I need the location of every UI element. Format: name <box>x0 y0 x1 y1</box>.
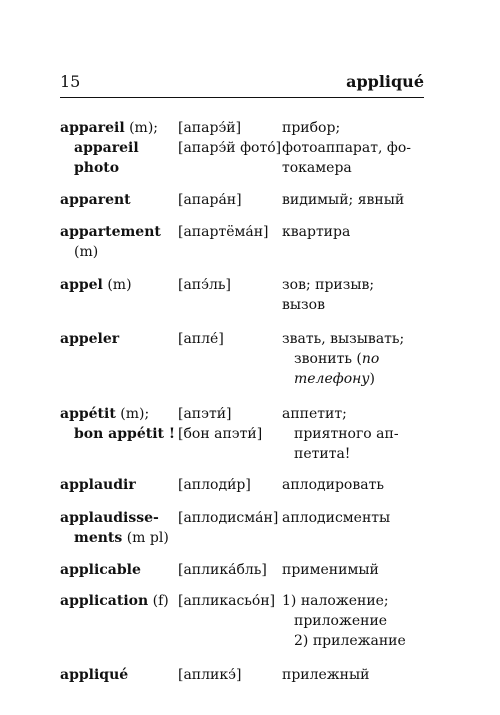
translation-text: приятного ап- <box>294 426 399 442</box>
entry-line <box>60 591 440 611</box>
entry-line <box>60 611 440 631</box>
translation-text: зов; призыв; <box>282 277 375 293</box>
headword-cell <box>60 508 159 528</box>
page-header <box>60 72 424 96</box>
headword: appliqué <box>60 667 129 683</box>
transcription: [апарэ́й] <box>178 120 242 136</box>
headword-cell <box>60 560 141 580</box>
entry-line <box>60 404 440 424</box>
translation-text: квартира <box>282 224 351 240</box>
headword: application <box>60 593 149 609</box>
translation <box>294 424 399 444</box>
translation <box>282 404 347 424</box>
dictionary-entry <box>60 475 440 495</box>
translation-text: 1) наложение; <box>282 593 389 609</box>
headword-cell <box>60 190 131 210</box>
translation-text: видимый; явный <box>282 192 405 208</box>
transcription: [апликасьо́н] <box>178 593 276 609</box>
entry-line <box>60 349 440 369</box>
translation <box>282 665 370 685</box>
entry-line <box>60 190 440 210</box>
translation-text: петита! <box>294 446 351 462</box>
grammar-label: (m); <box>115 406 150 422</box>
headword-cell <box>60 329 119 349</box>
transcription: [апэ́ль] <box>178 277 231 293</box>
headword: appeler <box>60 331 120 347</box>
grammar-label: (m); <box>124 120 159 136</box>
headword-cell <box>60 591 169 611</box>
translation <box>282 222 350 242</box>
dictionary-entry <box>60 404 440 464</box>
translation <box>282 591 389 611</box>
translation-text: прилежный <box>282 667 370 683</box>
headword-cell <box>60 404 149 424</box>
headword: ments <box>74 530 123 546</box>
entry-line <box>60 665 440 685</box>
headword-cell <box>60 138 139 158</box>
headword-cell <box>60 242 98 262</box>
headword-cell <box>60 528 169 548</box>
entry-line <box>60 138 440 158</box>
dictionary-entry <box>60 508 440 548</box>
page-number: 15 <box>60 72 81 91</box>
transcription: [бон апэти́] <box>178 426 263 442</box>
entry-line <box>60 369 440 389</box>
entry-list <box>60 118 440 697</box>
entry-line <box>60 118 440 138</box>
translation-text: аплодировать <box>282 477 384 493</box>
translation-text: звать, вызывать; <box>282 331 405 347</box>
translation-text: токамера <box>282 160 352 176</box>
entry-line <box>60 222 440 242</box>
translation <box>282 295 325 315</box>
transcription: [апара́н] <box>178 192 242 208</box>
translation-text: 2) прилежание <box>294 633 406 649</box>
transcription: [аплодисма́н] <box>178 510 279 526</box>
translation <box>294 349 379 369</box>
transcription: [апэти́] <box>178 406 232 422</box>
entry-line <box>60 631 440 651</box>
grammar-label: (m) <box>74 244 99 260</box>
headword: appareil <box>74 140 139 156</box>
translation <box>282 275 374 295</box>
headword-cell <box>60 275 132 295</box>
translation <box>294 444 350 464</box>
translation-italic-text: по <box>361 351 380 367</box>
entry-line <box>60 528 440 548</box>
translation <box>282 560 379 580</box>
dictionary-entry <box>60 190 440 210</box>
headword: appareil <box>60 120 125 136</box>
entry-line <box>60 295 440 315</box>
translation <box>294 611 387 631</box>
translation <box>294 369 375 389</box>
headword: bon appétit ! <box>74 426 176 442</box>
translation-text: вызов <box>282 297 325 313</box>
translation <box>294 631 406 651</box>
grammar-label: (f) <box>148 593 169 609</box>
dictionary-entry <box>60 560 440 580</box>
entry-line <box>60 158 440 178</box>
entry-line <box>60 444 440 464</box>
headword: appartement <box>60 224 161 240</box>
dictionary-entry <box>60 118 440 178</box>
headword: appel <box>60 277 103 293</box>
translation-text: применимый <box>282 562 379 578</box>
entry-line <box>60 560 440 580</box>
transcription: [аплоди́р] <box>178 477 251 493</box>
entry-line <box>60 424 440 444</box>
dictionary-entry <box>60 665 440 685</box>
translation <box>282 508 390 528</box>
headword-cell <box>60 222 161 242</box>
headword: applicable <box>60 562 141 578</box>
translation <box>282 475 384 495</box>
dictionary-entry <box>60 329 440 389</box>
translation <box>282 190 404 210</box>
entry-line <box>60 242 440 262</box>
running-head: appliqué <box>346 72 424 91</box>
dictionary-entry <box>60 591 440 651</box>
translation-text: ) <box>369 371 375 387</box>
translation-text: звонить ( <box>294 351 362 367</box>
translation-text: приложение <box>294 613 388 629</box>
headword: applaudisse- <box>60 510 159 526</box>
dictionary-entry <box>60 275 440 315</box>
translation <box>282 329 404 349</box>
headword-cell <box>60 665 128 685</box>
entry-line <box>60 475 440 495</box>
transcription: [апартёма́н] <box>178 224 269 240</box>
headword: photo <box>74 160 120 176</box>
entry-line <box>60 508 440 528</box>
headword-cell <box>60 158 119 178</box>
transcription: [апликэ́] <box>178 667 242 683</box>
translation-text: аплодисменты <box>282 510 391 526</box>
transcription: [апле́] <box>178 331 224 347</box>
header-rule <box>60 97 424 98</box>
headword: applaudir <box>60 477 136 493</box>
transcription: [аплика́бль] <box>178 562 267 578</box>
headword-cell <box>60 118 158 138</box>
grammar-label: (m pl) <box>122 530 169 546</box>
entry-line <box>60 275 440 295</box>
translation-text: фотоаппарат, фо- <box>282 140 411 156</box>
headword: appétit <box>60 406 116 422</box>
grammar-label: (m) <box>102 277 132 293</box>
translation <box>282 158 352 178</box>
transcription: [апарэ́й фото́] <box>178 140 282 156</box>
translation-italic-text: телефону <box>294 371 370 387</box>
translation <box>282 118 340 138</box>
headword-cell <box>60 475 136 495</box>
translation <box>282 138 411 158</box>
headword: apparent <box>60 192 131 208</box>
headword-cell <box>60 424 175 444</box>
translation-text: аппетит; <box>282 406 347 422</box>
translation-text: прибор; <box>282 120 341 136</box>
dictionary-entry <box>60 222 440 262</box>
entry-line <box>60 329 440 349</box>
